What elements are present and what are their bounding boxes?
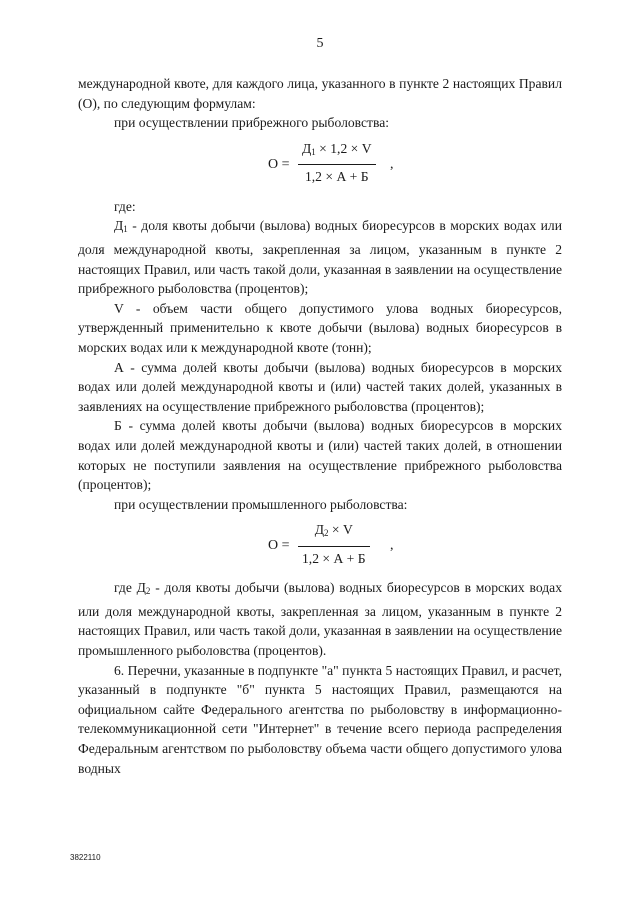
continuation-paragraph: международной квоте, для каждого лица, указанного в пункте 2 настоящих Правил (О), по следующим формулам: <box>78 76 562 111</box>
body-text <box>78 74 562 778</box>
formula-comma: , <box>390 156 394 172</box>
coastal-intro: при осуществлении прибрежного рыболовства: <box>114 115 390 131</box>
formula-lhs: О = <box>268 156 290 172</box>
formula-fraction <box>298 520 370 568</box>
formula-comma: , <box>390 538 394 554</box>
formula-fraction <box>298 139 376 187</box>
formula-denominator: 1,2 × А + Б <box>302 550 366 566</box>
formula-lhs: О = <box>268 538 290 554</box>
definition-v: V - объем части общего допустимого улова водных биоресурсов, утвержденный применительно к квоте добычи (вылова) водных биоресурсов в морских водах или к международной квоте (тонн); <box>78 300 562 355</box>
page-number: 5 <box>316 36 324 51</box>
formula-numerator: $Д_2 \times V$ <box>298 520 370 547</box>
formula-industrial <box>78 514 562 578</box>
definition-d2: где $Д_2$ - доля квоты добычи (вылова) водных биоресурсов в морских водах или доля международной квоты, закрепленная за лицом, указанным в пункте 2 настоящих Правил, или часть такой доли, указанная в заявлении на осуществление промышленного рыболовства (процентов). <box>78 580 562 659</box>
formula-denominator: 1,2 × А + Б <box>304 169 369 185</box>
where-label: где: <box>114 198 136 214</box>
definition-d1: $Д_1$ - доля квоты добычи (вылова) водных биоресурсов в морских водах или доля международной квоты, закрепленная за лицом, указанным в пункте 2 настоящих Правил, или часть такой доли, указанная в заявлении на осуществление прибрежного рыболовства (процентов); <box>78 218 562 297</box>
item-6-paragraph: 6. Перечни, указанные в подпункте "а" пункта 5 настоящих Правил, и расчет, указанный в подпункте "б" пункта 5 настоящих Правил, размещаются на официальном сайте Федерального агентства по рыболовству в информационно-телекоммуникационной сети "Интернет" в течение всего периода распределения Федеральным агентством по рыболовству объема части общего допустимого улова водных <box>78 662 562 776</box>
definition-b: Б - сумма долей квоты добычи (вылова) водных биоресурсов в морских водах или долей международной квоты и (или) частей таких долей, в отношении которых не поступили заявления на осуществление прибрежного рыболовства (процентов); <box>78 418 562 493</box>
formula-coastal <box>78 133 562 197</box>
document-id: 3822110 <box>70 853 101 862</box>
industrial-intro: при осуществлении промышленного рыболовства: <box>114 496 408 512</box>
formula-numerator: $Д_1 \times 1,2 \times V$ <box>298 139 376 166</box>
definition-a: А - сумма долей квоты добычи (вылова) водных биоресурсов в морских водах или долей международной квоты и (или) частей таких долей, указанных в заявлениях на осуществление прибрежного рыболовства (процентов); <box>78 359 562 414</box>
